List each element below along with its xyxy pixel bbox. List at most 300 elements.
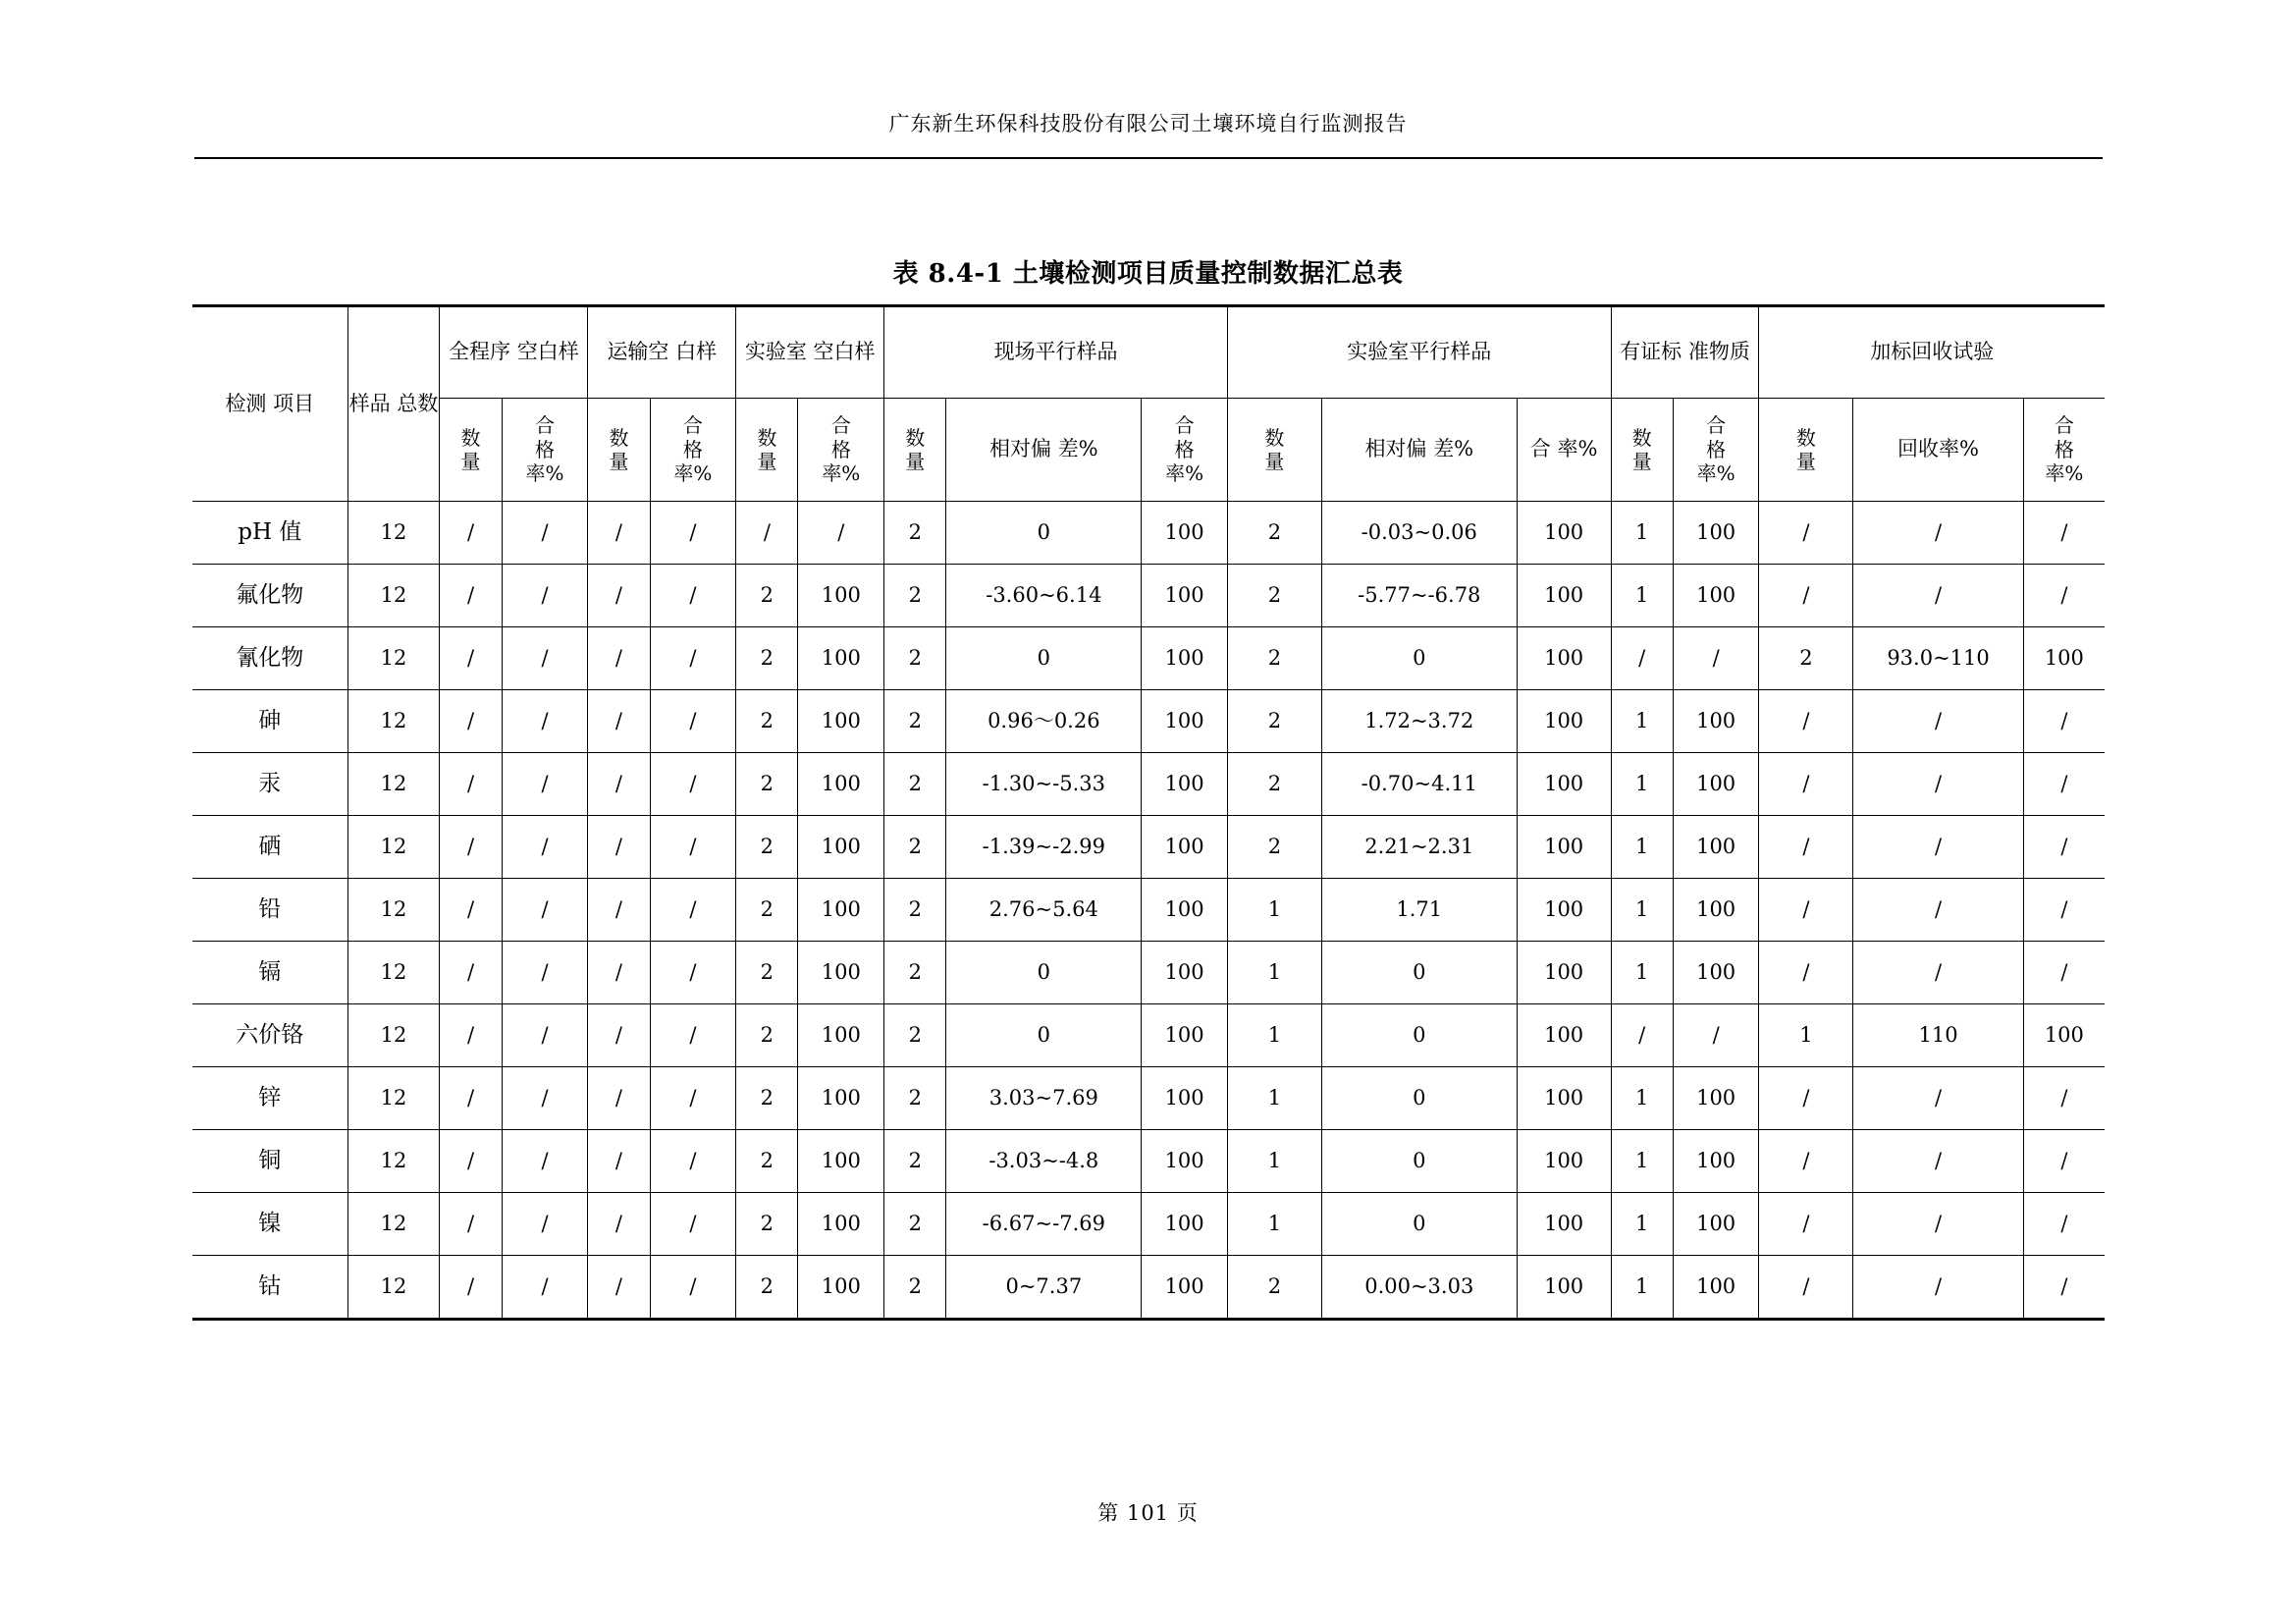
cell-full-blank-pass: / bbox=[502, 1004, 588, 1067]
table-row bbox=[192, 690, 2105, 753]
header-total-line2: 总数 bbox=[397, 391, 439, 415]
cell-field-pass: 100 bbox=[1142, 1193, 1228, 1256]
header-full-blank-line1: 全程序 bbox=[449, 340, 511, 364]
cell-total: 12 bbox=[347, 690, 440, 753]
header-full-blank-line2: 空白样 bbox=[516, 340, 579, 364]
cell-full-blank-count: / bbox=[440, 753, 502, 816]
cell-lab-blank-pass: 100 bbox=[798, 1193, 884, 1256]
cell-lab-count: 2 bbox=[1227, 565, 1321, 627]
label-pass-c2: 格 bbox=[1706, 437, 1727, 461]
subheader-crm-pass bbox=[1673, 399, 1759, 502]
cell-item: 六价铬 bbox=[192, 1004, 347, 1067]
cell-item: 铅 bbox=[192, 879, 347, 942]
label-rel-dev-line2: 差% bbox=[1433, 437, 1474, 461]
cell-crm-pass: 100 bbox=[1673, 502, 1759, 565]
header-crm bbox=[1611, 306, 1759, 399]
cell-spike-pass: 100 bbox=[2023, 1004, 2105, 1067]
cell-item: 汞 bbox=[192, 753, 347, 816]
cell-transport-blank-count: / bbox=[588, 942, 650, 1004]
cell-spike-count: / bbox=[1759, 502, 1853, 565]
subheader-spike-count bbox=[1759, 399, 1853, 502]
label-pass-c1: 合 bbox=[830, 413, 851, 438]
cell-total: 12 bbox=[347, 1193, 440, 1256]
cell-total: 12 bbox=[347, 942, 440, 1004]
cell-lab-blank-count: 2 bbox=[736, 627, 798, 690]
cell-total: 12 bbox=[347, 1004, 440, 1067]
cell-full-blank-count: / bbox=[440, 1256, 502, 1320]
cell-spike-recovery: / bbox=[1853, 1256, 2023, 1320]
label-pass-c2: 格 bbox=[2054, 437, 2074, 461]
cell-spike-count: / bbox=[1759, 879, 1853, 942]
header-lab-blank-line1: 实验室 bbox=[744, 340, 807, 364]
header-transport-blank-line2: 白样 bbox=[675, 340, 718, 364]
cell-full-blank-pass: / bbox=[502, 753, 588, 816]
cell-full-blank-count: / bbox=[440, 1193, 502, 1256]
cell-spike-recovery: / bbox=[1853, 879, 2023, 942]
cell-crm-count: / bbox=[1611, 627, 1673, 690]
label-pass-c3: 率% bbox=[1696, 461, 1735, 486]
cell-item: 钴 bbox=[192, 1256, 347, 1320]
cell-spike-pass: / bbox=[2023, 565, 2105, 627]
cell-spike-count: / bbox=[1759, 1130, 1853, 1193]
cell-field-dev: 2.76~5.64 bbox=[946, 879, 1142, 942]
cell-lab-blank-pass: 100 bbox=[798, 1067, 884, 1130]
header-item-line1: 检测 bbox=[225, 391, 267, 415]
cell-spike-recovery: / bbox=[1853, 1193, 2023, 1256]
cell-field-count: 2 bbox=[884, 502, 946, 565]
cell-total: 12 bbox=[347, 1067, 440, 1130]
cell-crm-count: 1 bbox=[1611, 753, 1673, 816]
cell-field-dev: 0.96～0.26 bbox=[946, 690, 1142, 753]
cell-lab-pass: 100 bbox=[1517, 565, 1611, 627]
cell-field-pass: 100 bbox=[1142, 1130, 1228, 1193]
table-row bbox=[192, 1130, 2105, 1193]
table-row bbox=[192, 1256, 2105, 1320]
cell-crm-pass: 100 bbox=[1673, 1130, 1759, 1193]
cell-field-pass: 100 bbox=[1142, 1256, 1228, 1320]
cell-crm-pass: / bbox=[1673, 627, 1759, 690]
header-item bbox=[192, 306, 347, 502]
cell-field-pass: 100 bbox=[1142, 879, 1228, 942]
cell-field-count: 2 bbox=[884, 1004, 946, 1067]
cell-field-dev: 0~7.37 bbox=[946, 1256, 1142, 1320]
header-divider bbox=[194, 157, 2103, 159]
cell-field-dev: -1.39~-2.99 bbox=[946, 816, 1142, 879]
cell-full-blank-count: / bbox=[440, 502, 502, 565]
cell-field-count: 2 bbox=[884, 942, 946, 1004]
subheader-field-pass bbox=[1142, 399, 1228, 502]
label-count-c1: 数 bbox=[1631, 425, 1652, 450]
header-field-parallel: 现场平行样品 bbox=[884, 306, 1228, 399]
label-count-c1: 数 bbox=[757, 425, 777, 450]
cell-full-blank-pass: / bbox=[502, 627, 588, 690]
label-count-c1: 数 bbox=[1264, 425, 1285, 450]
cell-crm-count: 1 bbox=[1611, 565, 1673, 627]
cell-transport-blank-pass: / bbox=[650, 690, 736, 753]
cell-field-dev: 0 bbox=[946, 942, 1142, 1004]
cell-lab-count: 2 bbox=[1227, 627, 1321, 690]
cell-total: 12 bbox=[347, 502, 440, 565]
subheader-spike-pass bbox=[2023, 399, 2105, 502]
cell-lab-pass: 100 bbox=[1517, 753, 1611, 816]
label-pass-c2: 格 bbox=[830, 437, 851, 461]
cell-spike-count: / bbox=[1759, 1193, 1853, 1256]
cell-lab-pass: 100 bbox=[1517, 816, 1611, 879]
cell-field-pass: 100 bbox=[1142, 565, 1228, 627]
cell-spike-recovery: / bbox=[1853, 753, 2023, 816]
cell-spike-pass: / bbox=[2023, 1256, 2105, 1320]
cell-spike-count: / bbox=[1759, 565, 1853, 627]
cell-item: 氟化物 bbox=[192, 565, 347, 627]
cell-spike-pass: / bbox=[2023, 879, 2105, 942]
header-row-groups bbox=[192, 306, 2105, 399]
cell-lab-blank-pass: 100 bbox=[798, 753, 884, 816]
cell-field-pass: 100 bbox=[1142, 942, 1228, 1004]
cell-lab-blank-pass: 100 bbox=[798, 879, 884, 942]
cell-field-pass: 100 bbox=[1142, 502, 1228, 565]
cell-lab-dev: -0.03~0.06 bbox=[1321, 502, 1517, 565]
cell-crm-count: 1 bbox=[1611, 1193, 1673, 1256]
cell-lab-blank-pass: / bbox=[798, 502, 884, 565]
cell-transport-blank-count: / bbox=[588, 879, 650, 942]
qc-summary-table bbox=[192, 304, 2105, 1321]
subheader-lab-rel-dev bbox=[1321, 399, 1517, 502]
cell-lab-blank-count: 2 bbox=[736, 1004, 798, 1067]
cell-lab-dev: 0 bbox=[1321, 942, 1517, 1004]
table-row bbox=[192, 753, 2105, 816]
cell-item: 砷 bbox=[192, 690, 347, 753]
cell-full-blank-pass: / bbox=[502, 1256, 588, 1320]
subheader-transport-blank-count bbox=[588, 399, 650, 502]
cell-crm-count: 1 bbox=[1611, 942, 1673, 1004]
cell-crm-pass: 100 bbox=[1673, 1256, 1759, 1320]
label-pass-c2: 格 bbox=[534, 437, 555, 461]
cell-spike-recovery: / bbox=[1853, 690, 2023, 753]
cell-lab-count: 2 bbox=[1227, 816, 1321, 879]
cell-full-blank-pass: / bbox=[502, 1067, 588, 1130]
cell-spike-pass: / bbox=[2023, 816, 2105, 879]
label-pass-c3: 率% bbox=[1165, 461, 1204, 486]
cell-field-count: 2 bbox=[884, 1067, 946, 1130]
cell-item: pH 值 bbox=[192, 502, 347, 565]
cell-lab-count: 1 bbox=[1227, 1067, 1321, 1130]
label-pass-c3: 率% bbox=[673, 461, 713, 486]
cell-field-pass: 100 bbox=[1142, 1067, 1228, 1130]
cell-crm-count: 1 bbox=[1611, 1130, 1673, 1193]
cell-crm-pass: 100 bbox=[1673, 753, 1759, 816]
cell-spike-recovery: / bbox=[1853, 942, 2023, 1004]
header-total-samples bbox=[347, 306, 440, 502]
header-lab-parallel: 实验室平行样品 bbox=[1227, 306, 1611, 399]
cell-full-blank-pass: / bbox=[502, 942, 588, 1004]
cell-total: 12 bbox=[347, 816, 440, 879]
header-lab-blank-line2: 空白样 bbox=[813, 340, 876, 364]
header-full-procedure-blank bbox=[440, 306, 588, 399]
cell-total: 12 bbox=[347, 627, 440, 690]
cell-spike-recovery: / bbox=[1853, 502, 2023, 565]
label-pass-c1: 合 bbox=[682, 413, 703, 438]
cell-field-count: 2 bbox=[884, 565, 946, 627]
cell-full-blank-pass: / bbox=[502, 1130, 588, 1193]
cell-lab-count: 1 bbox=[1227, 942, 1321, 1004]
cell-lab-blank-pass: 100 bbox=[798, 1130, 884, 1193]
cell-field-dev: 3.03~7.69 bbox=[946, 1067, 1142, 1130]
cell-item: 镍 bbox=[192, 1193, 347, 1256]
cell-lab-dev: 2.21~2.31 bbox=[1321, 816, 1517, 879]
cell-lab-pass: 100 bbox=[1517, 1130, 1611, 1193]
label-count-c2: 量 bbox=[1264, 450, 1285, 473]
cell-field-count: 2 bbox=[884, 753, 946, 816]
cell-lab-blank-count: 2 bbox=[736, 753, 798, 816]
cell-full-blank-count: / bbox=[440, 1130, 502, 1193]
cell-crm-count: / bbox=[1611, 1004, 1673, 1067]
label-pass-c1: 合 bbox=[534, 413, 555, 438]
page-footer bbox=[0, 1497, 2296, 1527]
header-transport-blank bbox=[588, 306, 736, 399]
subheader-transport-blank-pass bbox=[650, 399, 736, 502]
qc-table-container bbox=[192, 304, 2105, 1321]
cell-spike-pass: / bbox=[2023, 942, 2105, 1004]
cell-crm-count: 1 bbox=[1611, 1067, 1673, 1130]
cell-transport-blank-pass: / bbox=[650, 1256, 736, 1320]
cell-field-count: 2 bbox=[884, 879, 946, 942]
cell-item: 氰化物 bbox=[192, 627, 347, 690]
cell-spike-count: / bbox=[1759, 816, 1853, 879]
cell-spike-count: / bbox=[1759, 942, 1853, 1004]
cell-lab-dev: 0 bbox=[1321, 1130, 1517, 1193]
cell-lab-count: 2 bbox=[1227, 502, 1321, 565]
subheader-lab-blank-pass bbox=[798, 399, 884, 502]
cell-crm-pass: 100 bbox=[1673, 816, 1759, 879]
cell-full-blank-pass: / bbox=[502, 816, 588, 879]
table-row bbox=[192, 502, 2105, 565]
cell-field-dev: -6.67~-7.69 bbox=[946, 1193, 1142, 1256]
cell-field-count: 2 bbox=[884, 627, 946, 690]
cell-item: 铜 bbox=[192, 1130, 347, 1193]
label-pass-c1: 合 bbox=[1529, 437, 1551, 461]
cell-lab-blank-pass: 100 bbox=[798, 565, 884, 627]
cell-crm-count: 1 bbox=[1611, 1256, 1673, 1320]
cell-lab-count: 1 bbox=[1227, 1130, 1321, 1193]
label-pass-c1: 合 bbox=[1174, 413, 1195, 438]
cell-spike-pass: 100 bbox=[2023, 627, 2105, 690]
page-number: 第 101 页 bbox=[1097, 1501, 1199, 1525]
cell-transport-blank-count: / bbox=[588, 1067, 650, 1130]
cell-item: 镉 bbox=[192, 942, 347, 1004]
cell-lab-pass: 100 bbox=[1517, 1193, 1611, 1256]
cell-full-blank-count: / bbox=[440, 879, 502, 942]
table-title: 表 8.4-1 土壤检测项目质量控制数据汇总表 bbox=[892, 259, 1404, 289]
label-rel-dev-line1: 相对偏 bbox=[989, 437, 1051, 461]
cell-spike-pass: / bbox=[2023, 1067, 2105, 1130]
cell-full-blank-count: / bbox=[440, 565, 502, 627]
label-count-c2: 量 bbox=[1631, 450, 1652, 473]
cell-lab-blank-count: 2 bbox=[736, 942, 798, 1004]
header-crm-line2: 准物质 bbox=[1687, 340, 1750, 364]
subheader-lab-blank-count bbox=[736, 399, 798, 502]
label-pass-c1: 合 bbox=[1706, 413, 1727, 438]
label-count-c2: 量 bbox=[757, 450, 777, 473]
cell-lab-blank-count: / bbox=[736, 502, 798, 565]
cell-lab-blank-pass: 100 bbox=[798, 942, 884, 1004]
table-row bbox=[192, 1067, 2105, 1130]
cell-transport-blank-pass: / bbox=[650, 1193, 736, 1256]
cell-transport-blank-count: / bbox=[588, 1256, 650, 1320]
cell-lab-count: 2 bbox=[1227, 1256, 1321, 1320]
cell-lab-blank-pass: 100 bbox=[798, 627, 884, 690]
cell-spike-pass: / bbox=[2023, 753, 2105, 816]
cell-spike-recovery: / bbox=[1853, 1130, 2023, 1193]
cell-spike-count: 1 bbox=[1759, 1004, 1853, 1067]
cell-field-dev: -3.03~-4.8 bbox=[946, 1130, 1142, 1193]
cell-lab-blank-count: 2 bbox=[736, 816, 798, 879]
cell-lab-blank-count: 2 bbox=[736, 879, 798, 942]
cell-transport-blank-pass: / bbox=[650, 1067, 736, 1130]
cell-field-dev: 0 bbox=[946, 1004, 1142, 1067]
label-count-c1: 数 bbox=[460, 425, 481, 450]
cell-field-pass: 100 bbox=[1142, 1004, 1228, 1067]
cell-spike-recovery: 93.0~110 bbox=[1853, 627, 2023, 690]
cell-spike-count: / bbox=[1759, 1067, 1853, 1130]
cell-transport-blank-count: / bbox=[588, 502, 650, 565]
cell-field-count: 2 bbox=[884, 1256, 946, 1320]
cell-crm-pass: 100 bbox=[1673, 942, 1759, 1004]
cell-item: 锌 bbox=[192, 1067, 347, 1130]
cell-lab-dev: 0 bbox=[1321, 1004, 1517, 1067]
cell-lab-pass: 100 bbox=[1517, 1004, 1611, 1067]
cell-field-pass: 100 bbox=[1142, 816, 1228, 879]
cell-transport-blank-count: / bbox=[588, 816, 650, 879]
cell-lab-pass: 100 bbox=[1517, 1256, 1611, 1320]
header-transport-blank-line1: 运输空 bbox=[607, 340, 669, 364]
cell-field-count: 2 bbox=[884, 1130, 946, 1193]
cell-lab-pass: 100 bbox=[1517, 690, 1611, 753]
table-row bbox=[192, 1004, 2105, 1067]
label-pass-c1: 合 bbox=[2054, 413, 2074, 438]
cell-transport-blank-count: / bbox=[588, 1004, 650, 1067]
cell-field-pass: 100 bbox=[1142, 627, 1228, 690]
cell-total: 12 bbox=[347, 1130, 440, 1193]
label-rel-dev-line1: 相对偏 bbox=[1364, 437, 1427, 461]
header-item-line2: 项目 bbox=[273, 391, 315, 415]
cell-crm-pass: 100 bbox=[1673, 565, 1759, 627]
cell-item: 硒 bbox=[192, 816, 347, 879]
cell-full-blank-pass: / bbox=[502, 879, 588, 942]
cell-lab-blank-pass: 100 bbox=[798, 816, 884, 879]
cell-lab-blank-pass: 100 bbox=[798, 1256, 884, 1320]
subheader-field-count bbox=[884, 399, 946, 502]
cell-spike-recovery: / bbox=[1853, 816, 2023, 879]
cell-total: 12 bbox=[347, 565, 440, 627]
cell-spike-count: 2 bbox=[1759, 627, 1853, 690]
cell-lab-dev: -5.77~-6.78 bbox=[1321, 565, 1517, 627]
subheader-crm-count bbox=[1611, 399, 1673, 502]
cell-lab-blank-pass: 100 bbox=[798, 690, 884, 753]
label-pass-c2: 格 bbox=[1174, 437, 1195, 461]
cell-transport-blank-count: / bbox=[588, 565, 650, 627]
cell-field-count: 2 bbox=[884, 690, 946, 753]
header-total-line1: 样品 bbox=[348, 391, 391, 415]
cell-spike-pass: / bbox=[2023, 1193, 2105, 1256]
cell-lab-count: 1 bbox=[1227, 879, 1321, 942]
table-row bbox=[192, 565, 2105, 627]
cell-lab-pass: 100 bbox=[1517, 1067, 1611, 1130]
cell-lab-blank-count: 2 bbox=[736, 1193, 798, 1256]
cell-spike-pass: / bbox=[2023, 502, 2105, 565]
cell-transport-blank-pass: / bbox=[650, 627, 736, 690]
cell-spike-count: / bbox=[1759, 1256, 1853, 1320]
cell-full-blank-pass: / bbox=[502, 565, 588, 627]
cell-lab-dev: 0 bbox=[1321, 627, 1517, 690]
subheader-full-blank-count bbox=[440, 399, 502, 502]
cell-field-dev: -1.30~-5.33 bbox=[946, 753, 1142, 816]
running-head: 广东新生环保科技股份有限公司土壤环境自行监测报告 bbox=[888, 112, 1408, 135]
cell-lab-dev: -0.70~4.11 bbox=[1321, 753, 1517, 816]
table-row bbox=[192, 942, 2105, 1004]
cell-crm-count: 1 bbox=[1611, 690, 1673, 753]
cell-lab-blank-count: 2 bbox=[736, 1256, 798, 1320]
cell-transport-blank-pass: / bbox=[650, 879, 736, 942]
cell-transport-blank-count: / bbox=[588, 690, 650, 753]
cell-spike-count: / bbox=[1759, 690, 1853, 753]
label-count-c2: 量 bbox=[460, 450, 481, 473]
table-row bbox=[192, 627, 2105, 690]
cell-transport-blank-pass: / bbox=[650, 816, 736, 879]
header-lab-blank bbox=[736, 306, 884, 399]
cell-lab-dev: 1.71 bbox=[1321, 879, 1517, 942]
cell-spike-recovery: 110 bbox=[1853, 1004, 2023, 1067]
table-row bbox=[192, 816, 2105, 879]
header-spike-recovery: 加标回收试验 bbox=[1759, 306, 2105, 399]
cell-lab-count: 2 bbox=[1227, 753, 1321, 816]
cell-crm-count: 1 bbox=[1611, 879, 1673, 942]
label-count-c2: 量 bbox=[905, 450, 926, 473]
cell-crm-count: 1 bbox=[1611, 816, 1673, 879]
subheader-spike-recovery-rate: 回收率% bbox=[1853, 399, 2023, 502]
cell-field-dev: 0 bbox=[946, 502, 1142, 565]
cell-transport-blank-count: / bbox=[588, 753, 650, 816]
cell-lab-count: 1 bbox=[1227, 1193, 1321, 1256]
cell-total: 12 bbox=[347, 879, 440, 942]
cell-lab-count: 2 bbox=[1227, 690, 1321, 753]
label-pass-c3: 率% bbox=[2045, 461, 2084, 486]
cell-spike-pass: / bbox=[2023, 690, 2105, 753]
cell-spike-recovery: / bbox=[1853, 1067, 2023, 1130]
cell-full-blank-pass: / bbox=[502, 502, 588, 565]
cell-total: 12 bbox=[347, 753, 440, 816]
cell-full-blank-count: / bbox=[440, 1067, 502, 1130]
cell-lab-blank-count: 2 bbox=[736, 565, 798, 627]
cell-crm-pass: / bbox=[1673, 1004, 1759, 1067]
cell-transport-blank-pass: / bbox=[650, 502, 736, 565]
cell-full-blank-pass: / bbox=[502, 1193, 588, 1256]
cell-lab-count: 1 bbox=[1227, 1004, 1321, 1067]
page-header bbox=[0, 108, 2296, 137]
label-count-c1: 数 bbox=[905, 425, 926, 450]
cell-total: 12 bbox=[347, 1256, 440, 1320]
cell-lab-dev: 0 bbox=[1321, 1067, 1517, 1130]
cell-transport-blank-pass: / bbox=[650, 753, 736, 816]
cell-field-pass: 100 bbox=[1142, 690, 1228, 753]
label-rel-dev-line2: 差% bbox=[1057, 437, 1098, 461]
label-pass-c3: 率% bbox=[525, 461, 564, 486]
cell-transport-blank-pass: / bbox=[650, 942, 736, 1004]
cell-full-blank-count: / bbox=[440, 690, 502, 753]
table-row bbox=[192, 1193, 2105, 1256]
cell-crm-pass: 100 bbox=[1673, 1067, 1759, 1130]
subheader-field-rel-dev bbox=[946, 399, 1142, 502]
table-row bbox=[192, 879, 2105, 942]
